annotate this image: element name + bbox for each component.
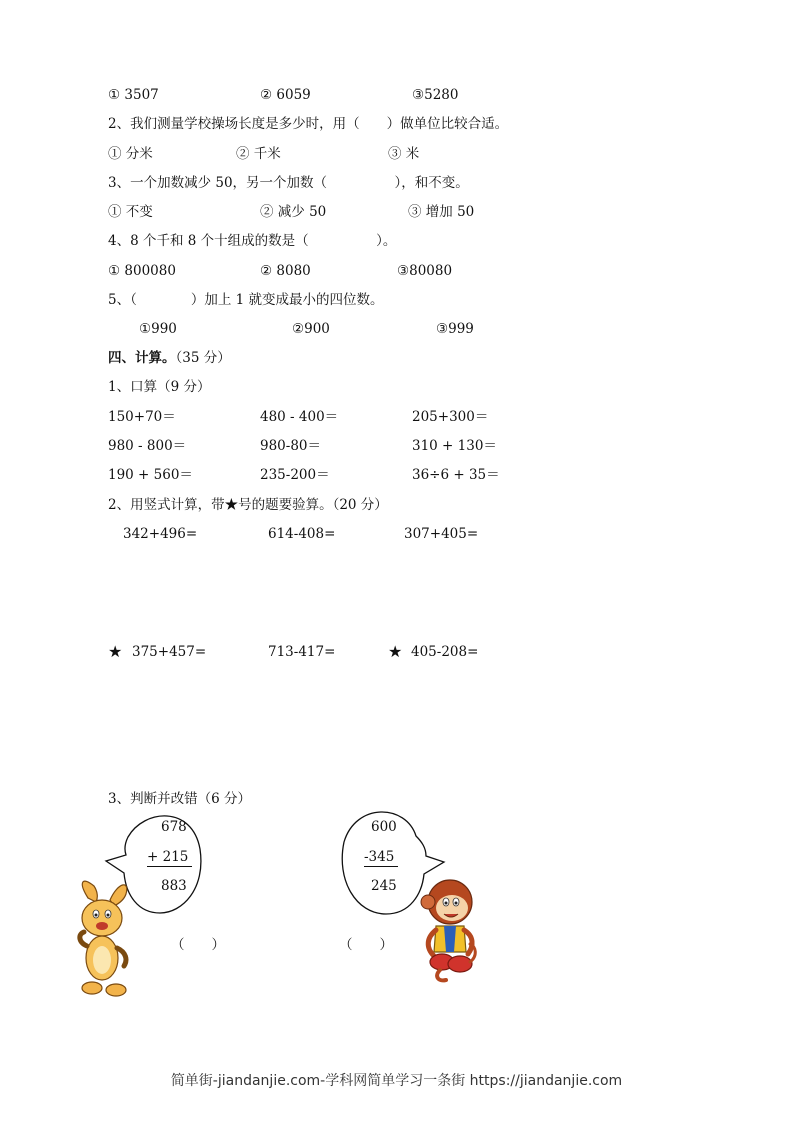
q2-choice-2: ② 千米	[236, 146, 281, 162]
monkey-illustration	[420, 872, 478, 984]
q4-choice-1: ① 800080	[108, 263, 176, 279]
oral-item: 980-80＝	[260, 438, 322, 454]
question-3: 3、一个加数减少 50，另一个加数（ ），和不变。	[108, 175, 469, 191]
oral-item: 190 + 560＝	[108, 467, 193, 483]
q5-choice-3: ③999	[436, 321, 474, 337]
section-score: （35 分）	[175, 350, 231, 366]
q5-choice-2: ②900	[292, 321, 330, 337]
oral-item: 310 + 130＝	[412, 438, 497, 454]
judge-right-subtrahend: -345	[364, 848, 398, 866]
rabbit-illustration	[74, 876, 134, 998]
oral-title: 1、口算（9 分）	[108, 379, 211, 395]
judge-right-minuend: 600	[371, 819, 397, 835]
q3-choice-3: ③ 增加 50	[408, 204, 475, 220]
prev-choice-2: ② 6059	[260, 87, 311, 103]
vertical-item: 405-208=	[411, 644, 479, 660]
vertical-item: 375+457=	[132, 644, 207, 660]
prev-choice-3: ③5280	[412, 87, 459, 103]
judge-left-addend-a: 678	[161, 819, 187, 835]
section-title: 四、计算。	[108, 350, 176, 366]
q2-choice-3: ③ 米	[388, 146, 420, 162]
question-2: 2、我们测量学校操场长度是多少时，用（ ）做单位比较合适。	[108, 116, 509, 132]
prev-choice-1: ① 3507	[108, 87, 159, 103]
q2-choice-1: ① 分米	[108, 146, 153, 162]
vertical-item: 342+496=	[123, 526, 198, 542]
question-4: 4、8 个千和 8 个十组成的数是（ ）。	[108, 233, 397, 249]
judge-right-result: 245	[371, 878, 397, 894]
judge-left-result: 883	[161, 878, 187, 894]
footer-watermark: 简单街-jiandanjie.com-学科网简单学习一条街 https://jiandanjie.com	[170, 1073, 623, 1089]
vertical-item: 307+405=	[404, 526, 479, 542]
vertical-title: 2、用竖式计算，带★号的题要验算。（20 分）	[108, 497, 388, 513]
q4-choice-3: ③80080	[397, 263, 453, 279]
oral-item: 480 - 400＝	[260, 409, 339, 425]
judge-right-answer-paren: （ ）	[339, 937, 393, 953]
oral-item: 235-200＝	[260, 467, 330, 483]
oral-item: 980 - 800＝	[108, 438, 187, 454]
oral-item: 205+300＝	[412, 409, 489, 425]
judge-left-addend-b: + 215	[147, 848, 192, 866]
star-icon: ★	[388, 642, 403, 661]
question-5: 5、（ ）加上 1 就变成最小的四位数。	[108, 292, 384, 308]
oral-item: 36÷6 + 35＝	[412, 467, 500, 483]
vertical-item: 614-408=	[268, 526, 336, 542]
q3-choice-1: ① 不变	[108, 204, 153, 220]
oral-item: 150+70＝	[108, 409, 176, 425]
judge-title: 3、判断并改错（6 分）	[108, 791, 251, 807]
judge-left-answer-paren: （ ）	[171, 937, 225, 953]
section-heading	[108, 349, 231, 367]
q5-choice-1: ①990	[139, 321, 177, 337]
star-icon: ★	[108, 642, 123, 661]
q4-choice-2: ② 8080	[260, 263, 311, 279]
q3-choice-2: ② 减少 50	[260, 204, 327, 220]
vertical-item: 713-417=	[268, 644, 336, 660]
